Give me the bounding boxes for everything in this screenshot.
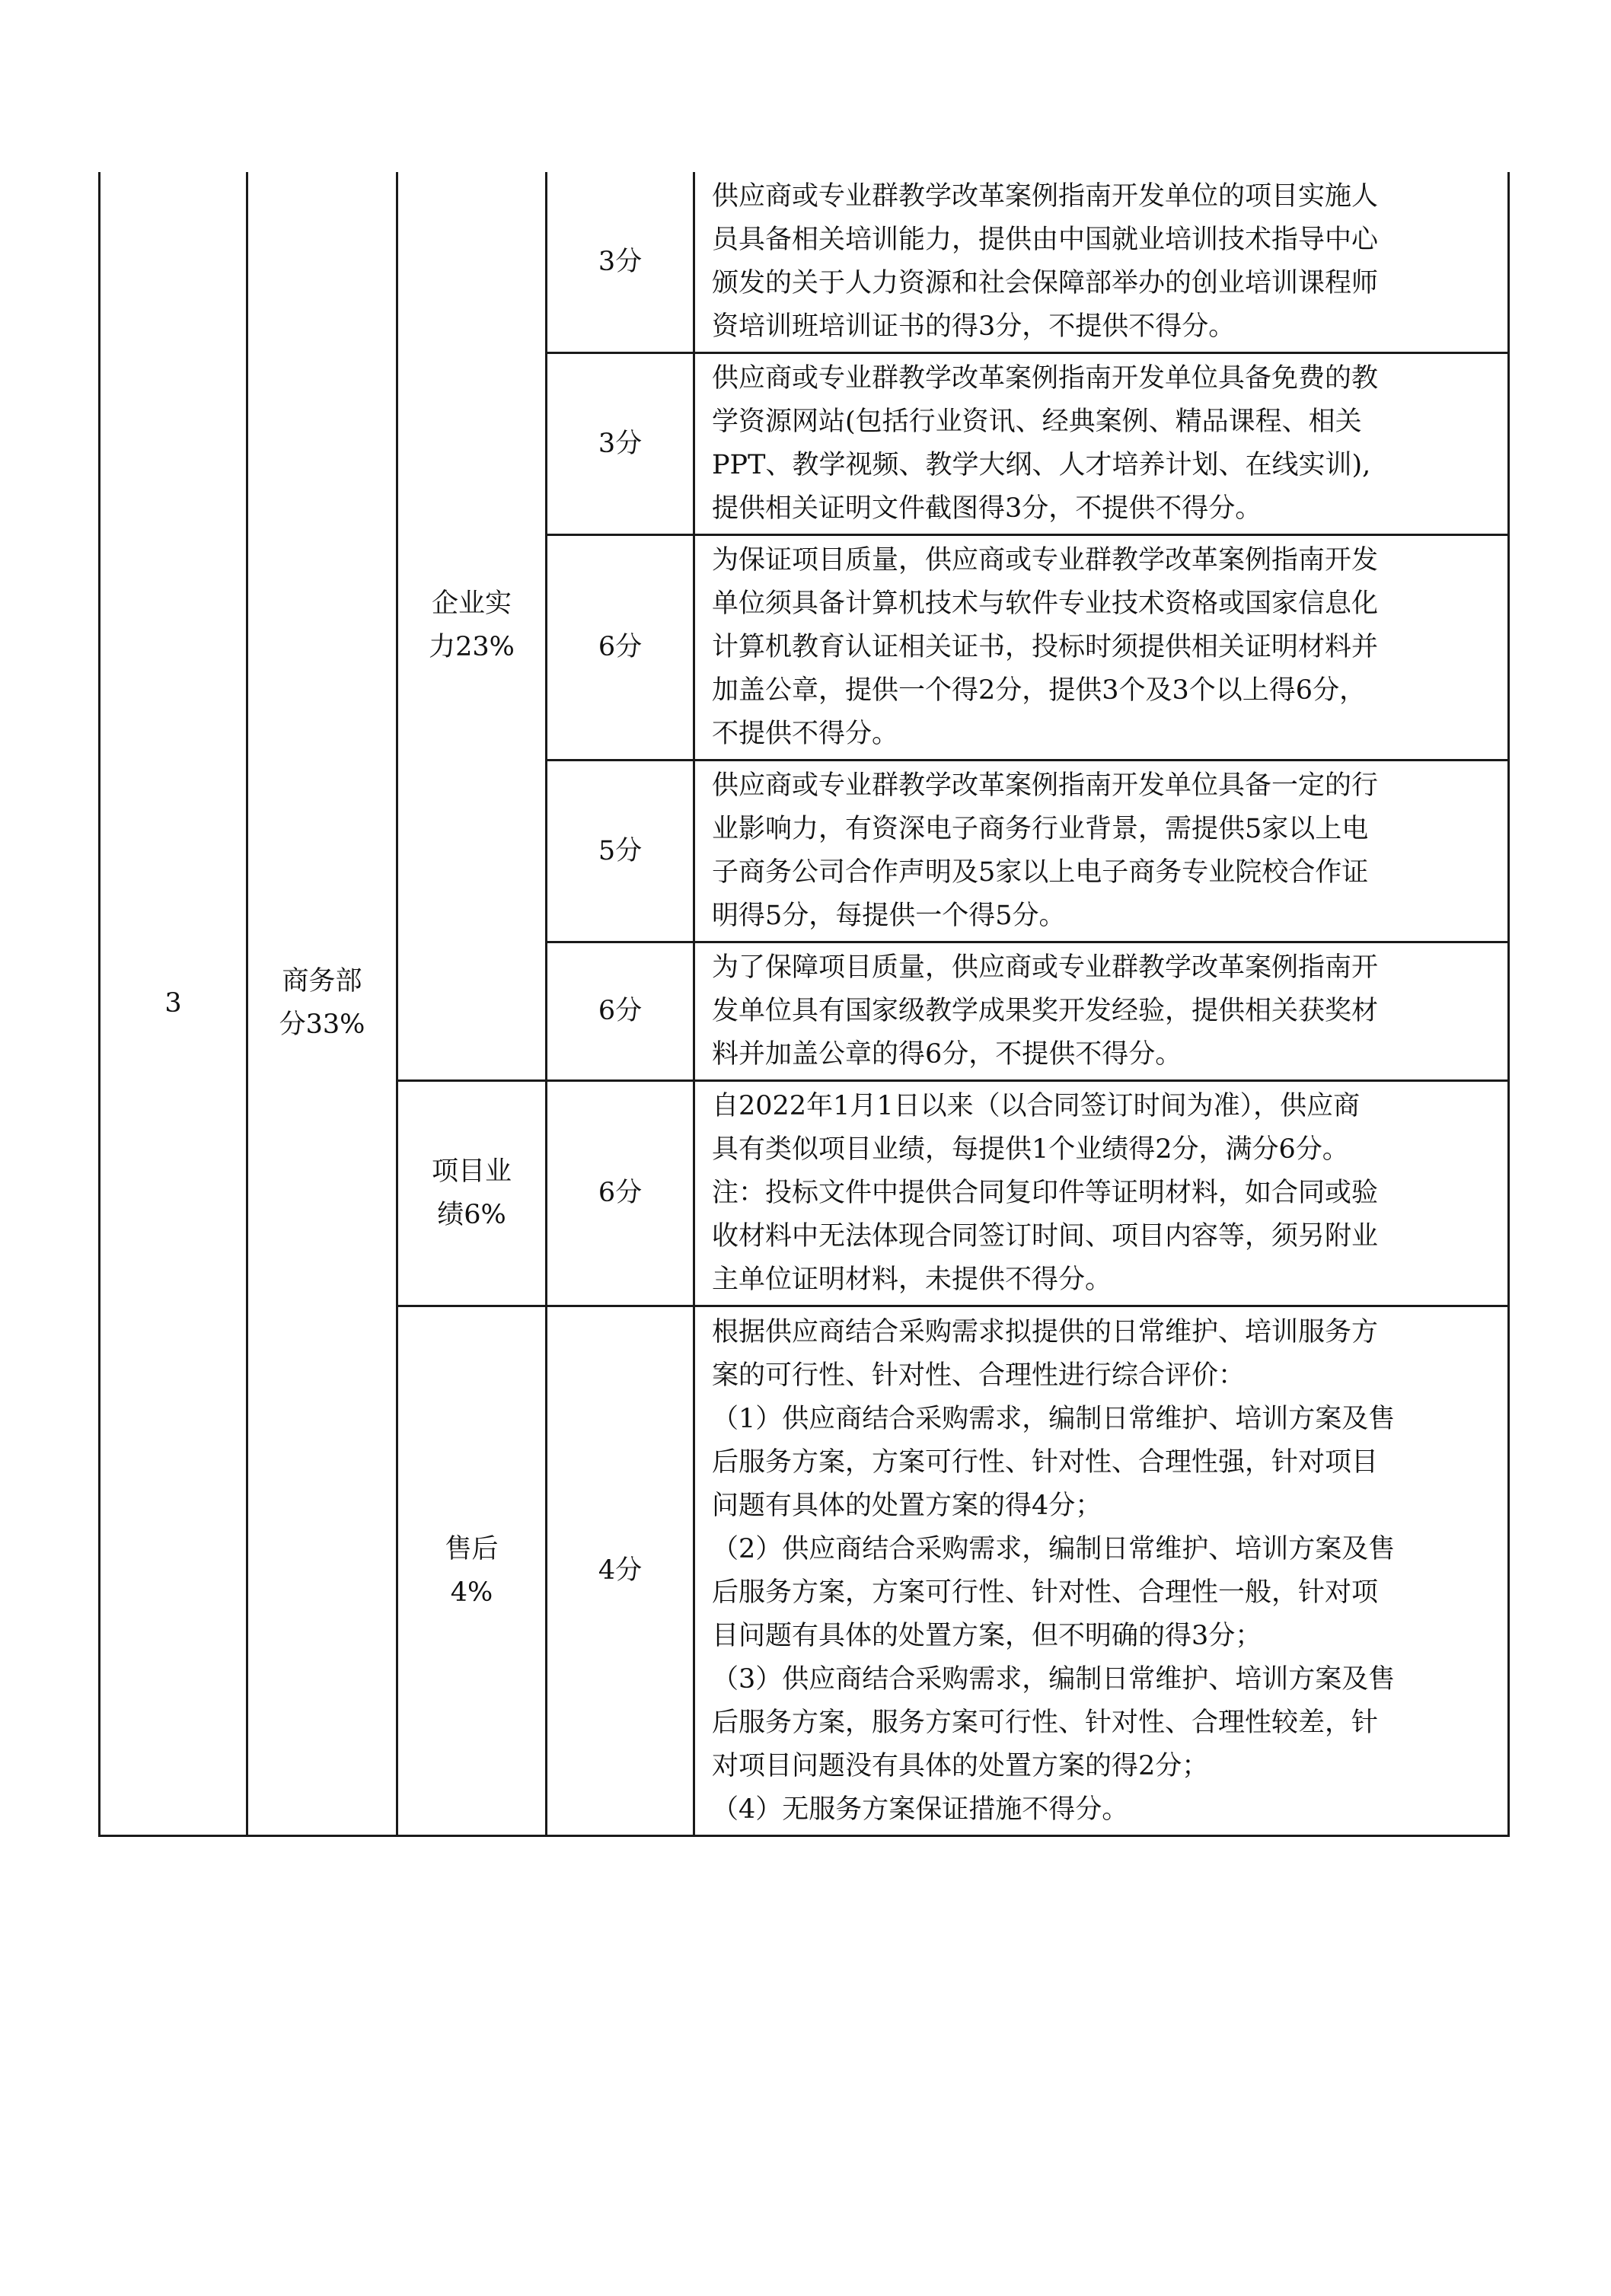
criteria-line: 明得5分，每提供一个得5分。 xyxy=(712,901,1066,931)
subcategory-cell-aftersales xyxy=(397,1306,547,1836)
criteria-line: 学资源网站(包括行业资讯、经典案例、精品课程、相关 xyxy=(712,407,1362,437)
criteria-line: 发单位具有国家级教学成果奖开发经验，提供相关获奖材 xyxy=(712,996,1379,1026)
criteria-line: 供应商或专业群教学改革案例指南开发单位具备一定的行 xyxy=(712,770,1379,801)
score-value: 5分 xyxy=(598,835,643,866)
criteria-line: 提供相关证明文件截图得3分，不提供不得分。 xyxy=(712,493,1262,524)
score-value: 3分 xyxy=(598,246,643,277)
category-label: 商务部分33% xyxy=(279,966,365,1040)
criteria-line: 计算机教育认证相关证书，投标时须提供相关证明材料并 xyxy=(712,632,1379,662)
subcategory-enterprise-label: 企业实力23% xyxy=(429,588,515,662)
criteria-line: 问题有具体的处置方案的得4分； xyxy=(712,1490,1102,1521)
criteria-line: 单位须具备计算机技术与软件专业技术资格或国家信息化 xyxy=(712,588,1379,619)
criteria-line: 供应商或专业群教学改革案例指南开发单位的项目实施人 xyxy=(712,181,1379,212)
criteria-line: 对项目问题没有具体的处置方案的得2分； xyxy=(712,1750,1209,1781)
criteria-line: 供应商或专业群教学改革案例指南开发单位具备免费的教 xyxy=(712,363,1379,394)
score-value: 6分 xyxy=(598,1178,643,1208)
criteria-line: 根据供应商结合采购需求拟提供的日常维护、培训服务方 xyxy=(712,1316,1379,1347)
criteria-line: （1）供应商结合采购需求，编制日常维护、培训方案及售 xyxy=(712,1403,1396,1434)
score-cell xyxy=(547,1306,694,1836)
subcategory-aftersales-label: 售后4% xyxy=(445,1533,499,1608)
criteria-cell xyxy=(694,1306,1509,1836)
criteria-line: 子商务公司合作声明及5家以上电子商务专业院校合作证 xyxy=(712,857,1369,888)
criteria-line: PPT、教学视频、教学大纲、人才培养计划、在线实训), xyxy=(712,450,1371,480)
subcategory-cell-performance xyxy=(397,1081,547,1306)
criteria-line: 资培训班培训证书的得3分，不提供不得分。 xyxy=(712,311,1236,342)
subcategory-performance-label: 项目业绩6% xyxy=(431,1156,512,1230)
criteria-cell xyxy=(694,1081,1509,1306)
item-number: 3 xyxy=(164,987,182,1019)
criteria-cell xyxy=(694,172,1509,353)
score-value: 4分 xyxy=(598,1555,643,1586)
score-value: 6分 xyxy=(598,996,643,1026)
score-cell xyxy=(547,535,694,761)
criteria-line: 案的可行性、针对性、合理性进行综合评价： xyxy=(712,1360,1246,1391)
criteria-line: 为保证项目质量，供应商或专业群教学改革案例指南开发 xyxy=(712,545,1379,576)
criteria-line: 不提供不得分。 xyxy=(712,719,899,749)
subcategory-cell-enterprise xyxy=(397,172,547,1081)
score-cell xyxy=(547,353,694,535)
criteria-line: 自2022年1月1日以来（以合同签订时间为准），供应商 xyxy=(712,1091,1361,1121)
criteria-line: 为了保障项目质量，供应商或专业群教学改革案例指南开 xyxy=(712,952,1379,983)
table-row xyxy=(100,172,1509,353)
category-cell xyxy=(247,172,397,1836)
criteria-line: 目问题有具体的处置方案，但不明确的得3分； xyxy=(712,1620,1262,1651)
criteria-line: （4）无服务方案保证措施不得分。 xyxy=(712,1794,1129,1825)
criteria-line: 具有类似项目业绩，每提供1个业绩得2分，满分6分。 xyxy=(712,1134,1349,1165)
criteria-line: 加盖公章，提供一个得2分，提供3个及3个以上得6分， xyxy=(712,675,1367,706)
criteria-line: 员具备相关培训能力，提供由中国就业培训技术指导中心 xyxy=(712,225,1379,255)
item-number-cell xyxy=(100,172,247,1836)
criteria-line: 后服务方案，方案可行性、针对性、合理性强，针对项目 xyxy=(712,1446,1379,1478)
criteria-cell xyxy=(694,942,1509,1081)
criteria-line: 后服务方案，方案可行性、针对性、合理性一般，针对项 xyxy=(712,1577,1379,1608)
criteria-line: 业影响力，有资深电子商务行业背景，需提供5家以上电 xyxy=(712,814,1369,844)
criteria-cell xyxy=(694,535,1509,761)
score-value: 6分 xyxy=(598,632,643,662)
score-cell xyxy=(547,1081,694,1306)
criteria-line: 颁发的关于人力资源和社会保障部举办的创业培训课程师 xyxy=(712,268,1379,298)
score-cell xyxy=(547,761,694,942)
scoring-table xyxy=(98,172,1510,1837)
criteria-cell xyxy=(694,353,1509,535)
criteria-line: （2）供应商结合采购需求，编制日常维护、培训方案及售 xyxy=(712,1533,1396,1564)
criteria-line: 后服务方案，服务方案可行性、针对性、合理性较差，针 xyxy=(712,1707,1379,1738)
criteria-line: 主单位证明材料，未提供不得分。 xyxy=(712,1264,1112,1295)
criteria-cell xyxy=(694,761,1509,942)
criteria-line: （3）供应商结合采购需求，编制日常维护、培训方案及售 xyxy=(712,1663,1396,1695)
score-cell xyxy=(547,942,694,1081)
criteria-line: 注：投标文件中提供合同复印件等证明材料，如合同或验 xyxy=(712,1178,1379,1208)
score-value: 3分 xyxy=(598,428,643,459)
criteria-line: 料并加盖公章的得6分，不提供不得分。 xyxy=(712,1039,1182,1070)
score-cell xyxy=(547,172,694,353)
criteria-line: 收材料中无法体现合同签订时间、项目内容等，须另附业 xyxy=(712,1221,1379,1252)
